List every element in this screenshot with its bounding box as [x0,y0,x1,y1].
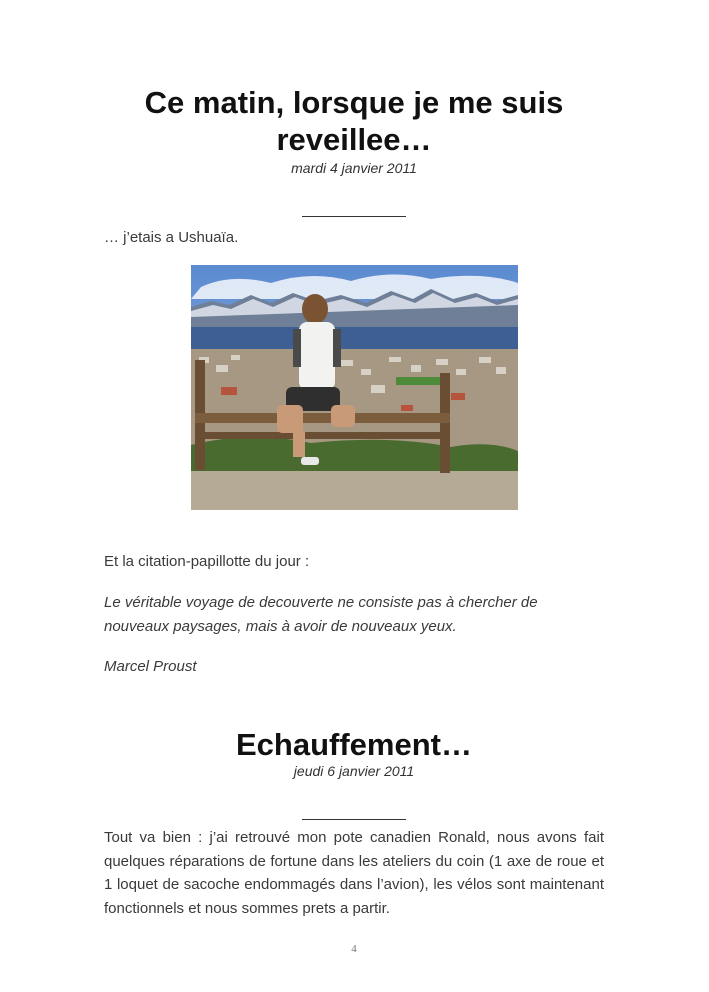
post-title: Ce matin, lorsque je me suis reveillee… [144,85,564,157]
post-intro: … j’etais a Ushuaïa. [104,229,239,246]
separator-rule [302,819,406,820]
post-date: jeudi 6 janvier 2011 [293,763,415,779]
post-body: Tout va bien : j’ai retrouvé mon pote canadien Ronald, nous avons fait quelques réparations de fortune dans les ateliers du coin (1 axe de roue et 1 loquet de sacoche endommagés dans l’avion), les vélos sont maintenant fonctionnels et nous sommes prets a partir. [104,829,604,917]
separator-rule [302,216,406,217]
quote-text: Le véritable voyage de decouverte ne consiste pas à chercher de nouveaux paysages, mais à avoir de nouveaux yeux. [104,594,538,635]
ushuaia-photo [191,265,518,510]
quote-author: Marcel Proust [104,658,197,675]
post-title: Echauffement… [236,727,472,762]
page-number: 4 [351,943,357,955]
citation-intro: Et la citation-papillotte du jour : [104,553,310,570]
post-date: mardi 4 janvier 2011 [291,160,417,176]
